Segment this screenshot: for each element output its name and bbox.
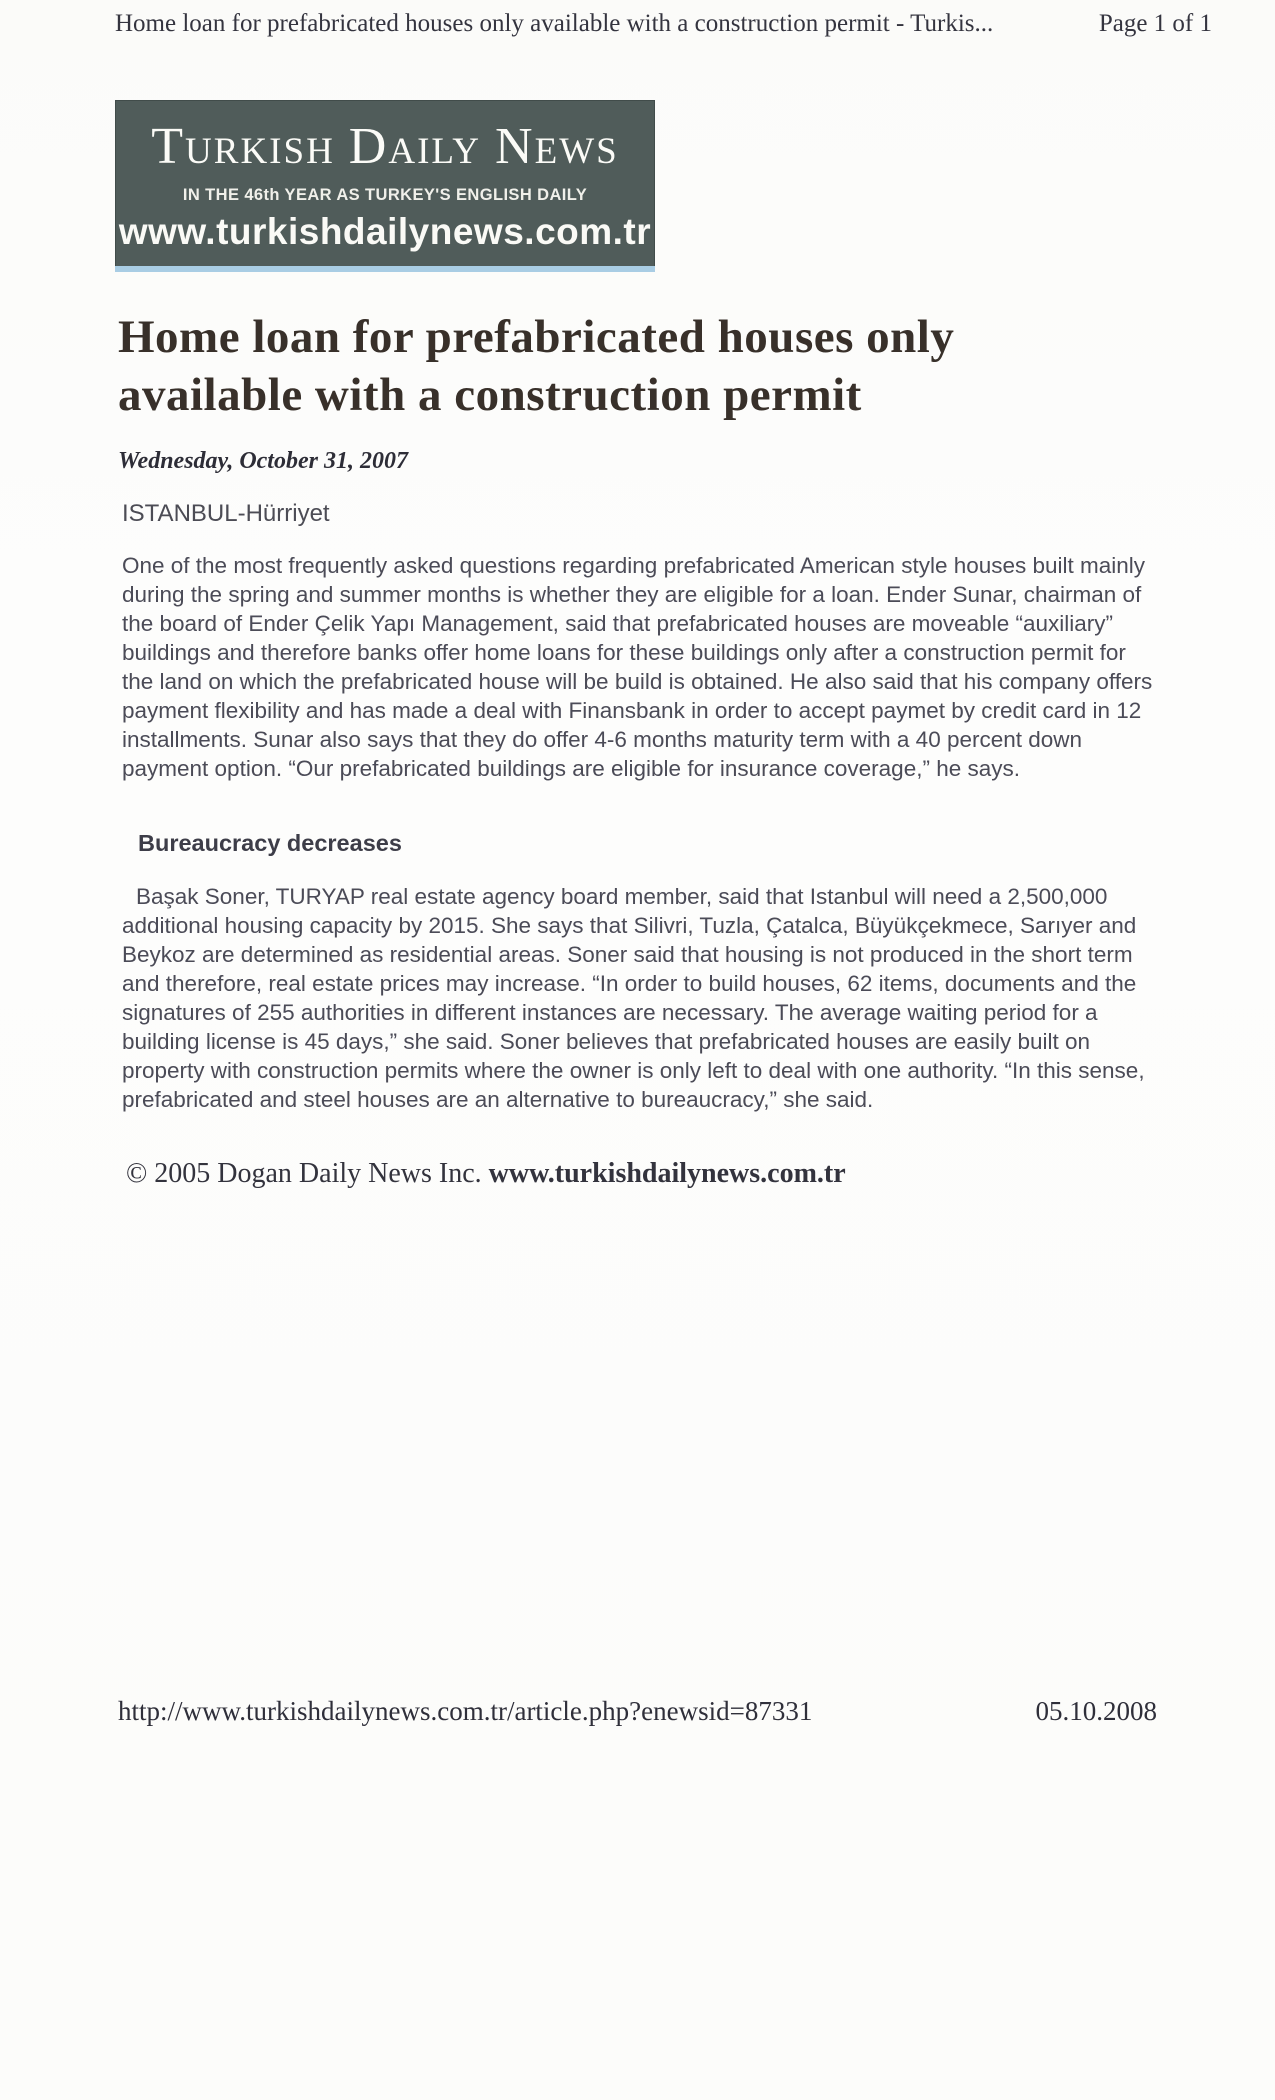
article-date: Wednesday, October 31, 2007 xyxy=(118,448,408,474)
logo-title-word: TURKISH xyxy=(151,118,335,175)
print-footer-url: http://www.turkishdailynews.com.tr/article.php?enewsid=87331 xyxy=(118,1696,813,1726)
article-headline xyxy=(118,308,1198,424)
copyright-line xyxy=(126,1158,846,1190)
print-footer-date: 05.10.2008 xyxy=(1035,1696,1157,1726)
copyright-text: © 2005 Dogan Daily News Inc. xyxy=(126,1158,489,1189)
logo-title-word: NEWS xyxy=(495,118,619,175)
print-header-page-indicator: Page 1 of 1 xyxy=(1098,10,1212,37)
article-byline: ISTANBUL-Hürriyet xyxy=(122,500,330,527)
section-heading-bureaucracy: Bureaucracy decreases xyxy=(138,830,402,856)
newspaper-logo xyxy=(115,100,655,272)
logo-title-word: DAILY xyxy=(348,118,482,175)
print-footer xyxy=(118,1696,1157,1727)
article-headline-line2: available with a construction permit xyxy=(118,369,862,421)
print-header-title: Home loan for prefabricated houses only available with a construction permit - Turkis... xyxy=(115,10,994,37)
newspaper-logo-url: www.turkishdailynews.com.tr xyxy=(118,211,652,252)
article-paragraph-1: One of the most frequently asked questions regarding prefabricated American style houses built mainly during the spring and summer months is whether they are eligible for a loan. Ender Sunar, chairman of the board of Ender Çelik Yapı Management, said that prefabricated houses are moveable “auxiliary” buildings and therefore banks offer home loans for these buildings only after a construction permit for the land on which the prefabricated house will be build is obtained. He also said that his company offers payment flexibility and has made a deal with Finansbank in order to accept paymet by credit card in 12 installments. Sunar also says that they do offer 4-6 months maturity term with a 40 percent down payment option. “Our prefabricated buildings are eligible for insurance coverage,” he says. xyxy=(122,553,1153,781)
logo-bottom-strip xyxy=(115,266,655,272)
copyright-url: www.turkishdailynews.com.tr xyxy=(488,1158,846,1189)
print-header xyxy=(115,10,1212,38)
article-headline-line1: Home loan for prefabricated houses only xyxy=(118,311,955,363)
newspaper-logo-title xyxy=(116,117,654,176)
newspaper-logo-tagline: IN THE 46th YEAR AS TURKEY'S ENGLISH DAILY xyxy=(182,186,588,204)
article-paragraph-2: Başak Soner, TURYAP real estate agency board member, said that Istanbul will need a 2,500,000 additional housing capacity by 2015. She says that Silivri, Tuzla, Çatalca, Büyükçekmece, Sarıyer and Beykoz are determined as residential areas. Soner said that housing is not produced in the short term and therefore, real estate prices may increase. “In order to build houses, 62 items, documents and the signatures of 255 authorities in different instances are necessary. The average waiting period for a building license is 45 days,” she said. Soner believes that prefabricated houses are easily built on property with construction permits where the owner is only left to deal with one authority. “In this sense, prefabricated and steel houses are an alternative to bureaucracy,” she said. xyxy=(122,884,1145,1112)
